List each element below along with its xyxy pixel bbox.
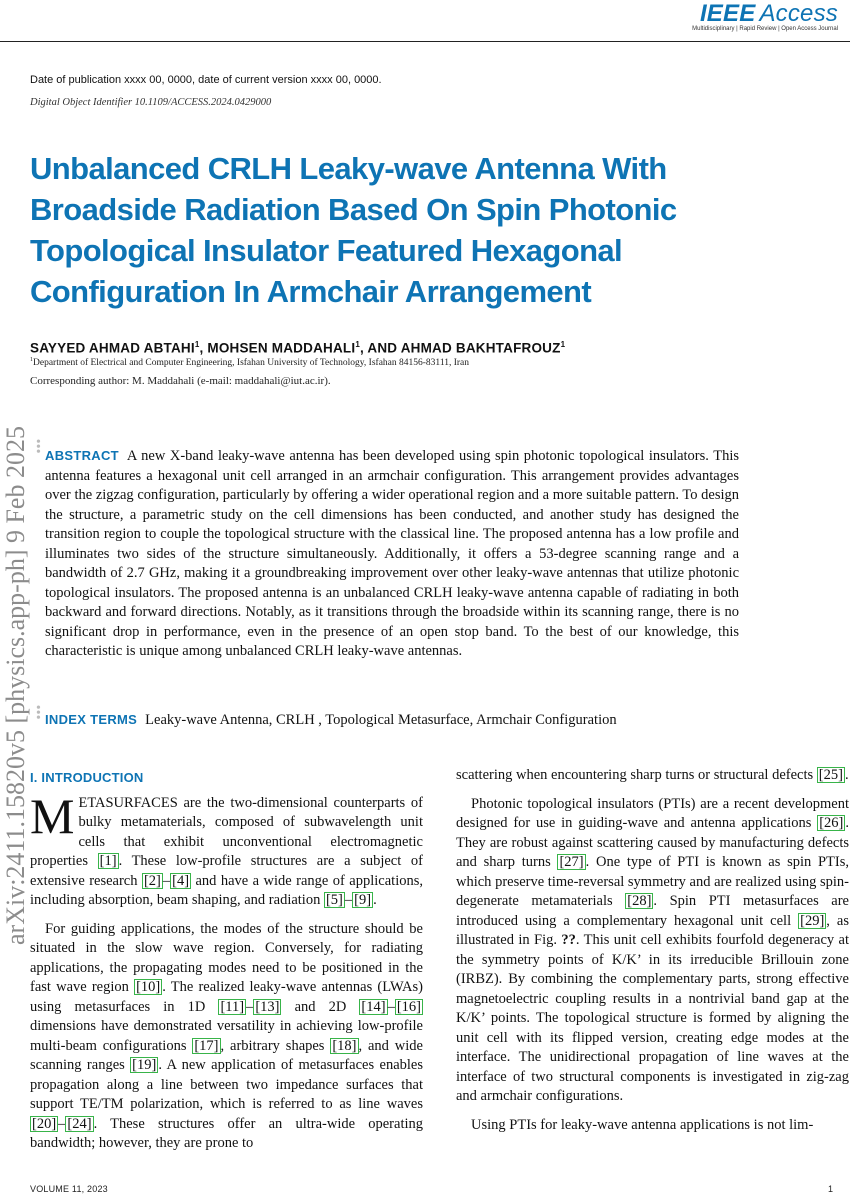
text-run: For guiding applications, the modes of the structure should be situated in the slow wave region. Conversely, for radiating applications, the propagating modes need to be positioned in the fast wave region <box>30 920 423 995</box>
index-dots: • • • <box>36 701 41 726</box>
title-line: Configuration In Armchair Arrangement <box>30 274 592 309</box>
abstract <box>45 446 739 662</box>
text-run: and 2D <box>281 998 360 1015</box>
text-run: Using PTIs for leaky-wave antenna applications is not lim- <box>471 1116 814 1133</box>
column-right <box>456 766 849 1135</box>
text-run: – <box>344 892 353 908</box>
logo-access: Access <box>759 0 838 27</box>
abstract-text: A new X-band leaky-wave antenna has been developed using spin photonic topological insulators. This antenna features a hexagonal unit cell arranged in an armchair configuration. This arrangement provides advantages over the zigzag configuration, particularly by offering a wider operational region and a more suitable pattern. To design the structure, a parametric study on the cell dimensions has been conducted, and another study has designed the transition region to couple the topological structure with the classical line. The proposed antenna has a low profile and illuminates two sides of the structure simultaneously. Additionally, it offers a 53-degree scanning range and a bandwidth of 2.7 GHz, making it a groundbreaking improvement over other leaky-wave antennas that utilize photonic topological insulators. The proposed antenna is an unbalanced CRLH leaky-wave antenna capable of radiating in both backward and forward directions. Notably, as it transitions through the broadside within its scanning range, there is no significant drop in performance, even in the presence of an open stop band. To the best of our knowledge, this characteristic is unique among unbalanced CRLH leaky-wave antennas. <box>45 448 739 659</box>
author-name: AHMAD BAKHTAFROUZ <box>400 340 561 356</box>
citation-link[interactable]: [25] <box>818 767 843 783</box>
text-run: – <box>162 872 171 889</box>
text-run: . Spin PTI metasurfaces are introduced using a complementary hexagonal unit cell <box>456 893 849 929</box>
citation-link[interactable]: [27] <box>559 854 584 870</box>
text-run: . These structures offer an ultra-wide operating bandwidth; however, they are prone to <box>30 1115 423 1151</box>
title-line: Broadside Radiation Based On Spin Photonic <box>30 192 677 227</box>
logo-ieee: IEEE <box>699 0 756 27</box>
text-run: . <box>844 767 849 783</box>
dropcap: M <box>30 787 75 844</box>
text-run: scattering when encountering sharp turns or structural defects <box>456 767 817 783</box>
paper-title <box>30 148 750 312</box>
author-list <box>30 340 565 356</box>
index-terms <box>45 712 617 729</box>
paragraph <box>30 787 423 911</box>
text-run: dimensions have demonstrated versatility in achieving low-profile multi-beam configurations <box>30 1018 423 1054</box>
citation-link[interactable]: [4] <box>172 872 190 889</box>
paragraph <box>456 1116 849 1136</box>
section-heading-introduction: I. INTRODUCTION <box>30 770 144 785</box>
citation-link[interactable]: [9] <box>354 892 372 908</box>
citation-link[interactable]: [16] <box>396 998 421 1015</box>
paragraph <box>456 795 849 1107</box>
citation-link[interactable]: [10] <box>136 979 161 995</box>
text-run: – <box>58 1115 66 1132</box>
citation-link[interactable]: [28] <box>627 893 652 909</box>
citation-link[interactable]: [14] <box>361 998 386 1015</box>
text-run: . <box>373 892 377 908</box>
text-run: . One type of PTI is known as spin PTIs, which preserve time-reversal symmetry and are realized using spin-degenerate metamaterials <box>456 854 849 909</box>
citation-link[interactable]: [1] <box>99 853 117 869</box>
text-run: . The realized leaky-wave antennas (LWAs) using metasurfaces in 1D <box>30 979 424 1015</box>
title-line: Topological Insulator Featured Hexagonal <box>30 233 623 268</box>
paragraph <box>30 920 423 1154</box>
abstract-label: ABSTRACT <box>45 448 119 463</box>
text-run: . A new application of metasurfaces enables propagation along a line between two impedance surfaces that support TE/TM polarization, which is referred to as line waves <box>30 1057 423 1112</box>
text-run: . They are robust against scattering caused by manufacturing defects and sharp turns <box>456 815 849 870</box>
author-sep: , <box>199 340 208 356</box>
text-run: , arbitrary shapes <box>220 1037 331 1054</box>
paragraph <box>456 766 849 786</box>
text-run: – <box>246 998 254 1015</box>
title-line: Unbalanced CRLH Leaky-wave Antenna With <box>30 151 667 186</box>
author-sup: 1 <box>560 340 566 349</box>
header-rule <box>0 41 850 42</box>
footer-page-number: 1 <box>828 1184 834 1194</box>
text-run: – <box>387 998 395 1015</box>
author-name: SAYYED AHMAD ABTAHI <box>30 340 195 356</box>
text-run: . This unit cell exhibits fourfold degeneracy at the symmetry points of K/K’ in its irreducible Brillouin zone (IRBZ). By combining the complementary parts, strong effective magnetoelectric coupling results in a nontrivial band gap at the K/K’ points. The topological structure is formed by aligning the unit cell with its flipped version, creating edge modes at the interface. The unidirectional propagation of line waves at the interface of two structural components is investigated in zig-zag and armchair configurations. <box>456 932 850 1104</box>
doi: Digital Object Identifier 10.1109/ACCESS.2024.0429000 <box>30 97 272 108</box>
affiliation-text: Department of Electrical and Computer Engineering, Isfahan University of Technology, Isfahan 84156-83111, Iran <box>33 358 470 369</box>
author-sup: 1 <box>355 340 360 349</box>
text-run: ETASURFACES are the two-dimensional counterparts of bulky metamaterials, composed of subwavelength unit cells that exhibit unconventional electromagnetic properties <box>30 794 423 869</box>
citation-link[interactable]: [26] <box>819 815 844 831</box>
text-run: , as illustrated in Fig. <box>456 912 849 948</box>
affiliation <box>30 357 469 368</box>
ieee-access-logo <box>692 0 838 32</box>
citation-link[interactable]: [17] <box>194 1037 219 1054</box>
index-terms-text: Leaky-wave Antenna, CRLH , Topological Metasurface, Armchair Configuration <box>145 712 617 728</box>
author-sup: 1 <box>194 340 200 349</box>
figure-ref[interactable]: ?? <box>561 932 576 948</box>
citation-link[interactable]: [5] <box>325 892 343 908</box>
publication-info: Date of publication xxxx 00, 0000, date of current version xxxx 00, 0000. <box>30 74 382 86</box>
citation-link[interactable]: [19] <box>132 1057 157 1073</box>
text-run: Photonic topological insulators (PTIs) are a recent development designed for use in guiding-wave and antenna applications <box>456 795 849 831</box>
citation-link[interactable]: [13] <box>255 998 280 1015</box>
author-name: MOHSEN MADDAHALI <box>207 340 356 356</box>
citation-link[interactable]: [18] <box>332 1037 357 1054</box>
text-run: . These low-profile structures are a subject of extensive research <box>30 853 423 889</box>
citation-link[interactable]: [29] <box>800 912 825 929</box>
footer-volume: VOLUME 11, 2023 <box>30 1184 108 1194</box>
author-sep: , AND <box>359 340 401 356</box>
text-run: , and wide scanning ranges <box>30 1037 423 1073</box>
column-left <box>30 768 423 1154</box>
citation-link[interactable]: [20] <box>32 1115 57 1132</box>
logo-tagline: Multidisciplinary | Rapid Review | Open Access Journal <box>692 26 838 32</box>
text-run: and have a wide range of applications, including absorption, beam shaping, and radiation <box>30 872 423 908</box>
citation-link[interactable]: [2] <box>143 872 161 889</box>
index-terms-label: INDEX TERMS <box>45 712 138 727</box>
abstract-dots: • • • <box>36 435 41 460</box>
corresponding-author: Corresponding author: M. Maddahali (e-mail: maddahali@iut.ac.ir). <box>30 375 331 387</box>
arxiv-stamp: arXiv:2411.15820v5 [physics.app-ph] 9 Feb 2025 <box>1 426 30 945</box>
citation-link[interactable]: [11] <box>220 998 245 1015</box>
citation-link[interactable]: [24] <box>67 1115 92 1132</box>
affiliation-sup: 1 <box>30 357 33 363</box>
